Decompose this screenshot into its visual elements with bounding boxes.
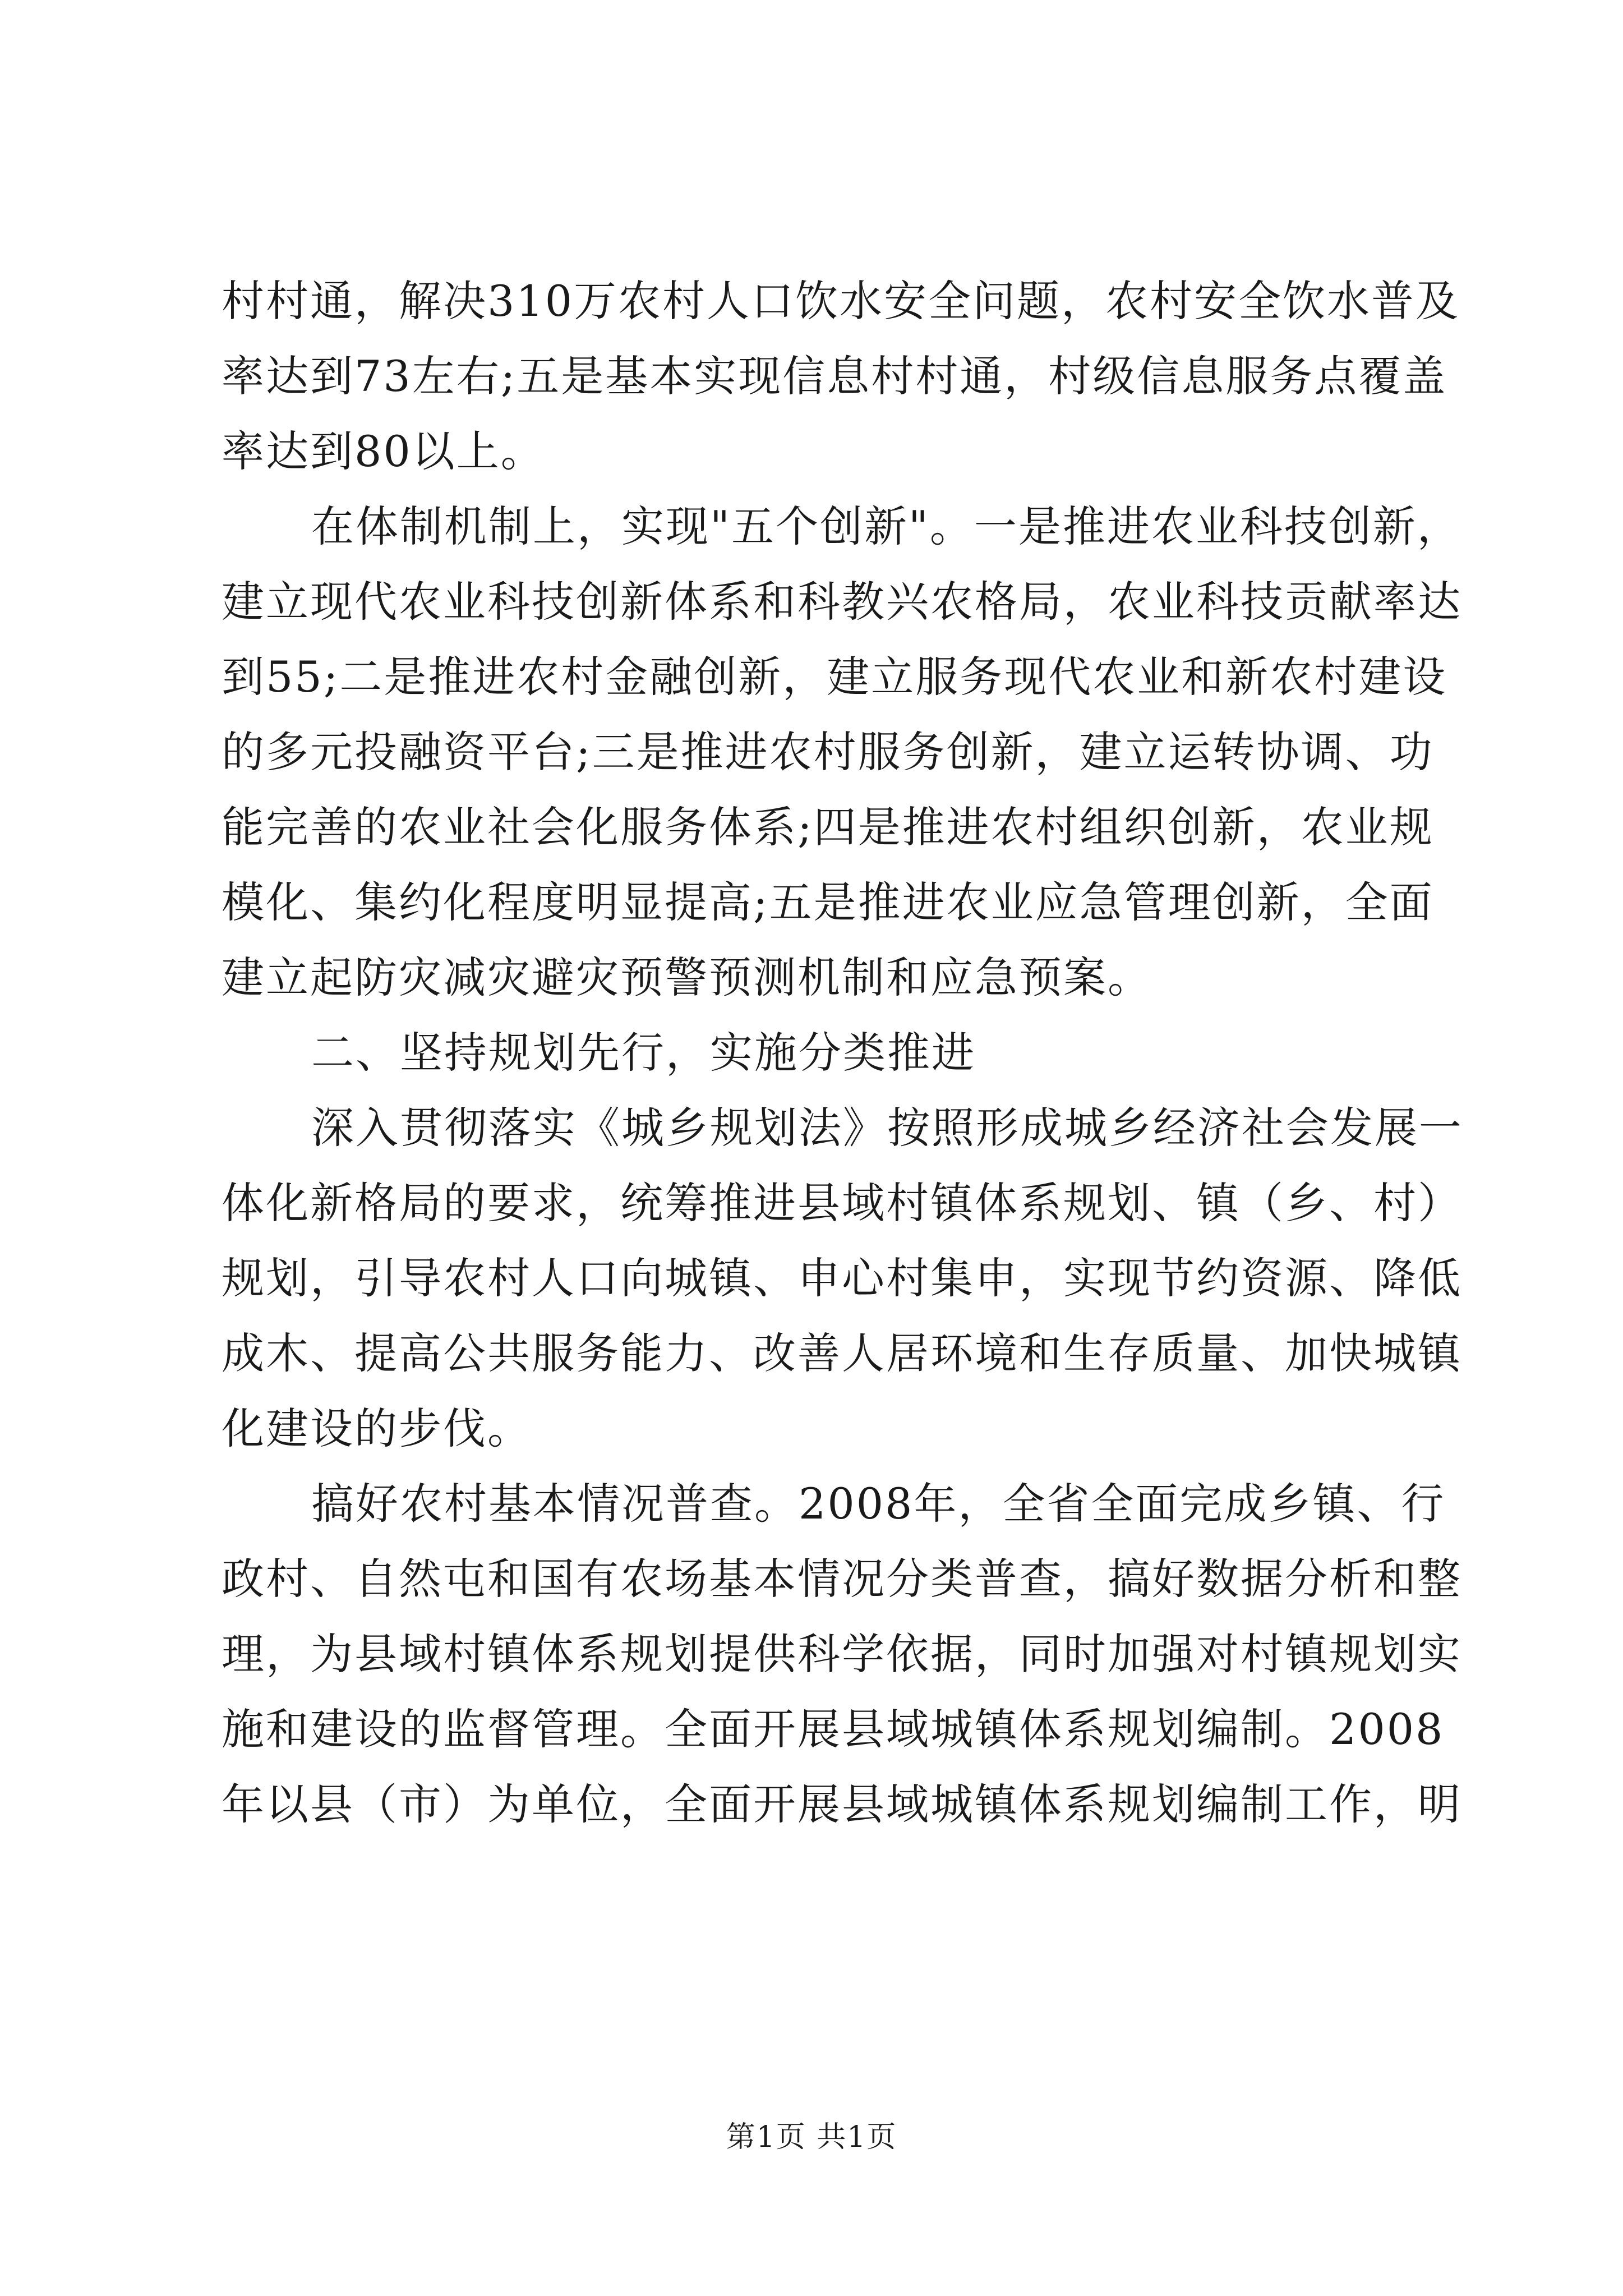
text-line: 建立现代农业科技创新体系和科教兴农格局，农业科技贡献率达 (222, 577, 1462, 627)
text-line: 成木、提高公共服务能力、改善人居环境和生存质量、加快城镇 (222, 1328, 1462, 1378)
text-line: 建立起防灾减灾避灾预警预测机制和应急预案。 (222, 953, 1152, 1002)
document-body (222, 264, 1463, 1842)
text-line: 村村通，解决310万农村人口饮水安全问题，农村安全饮水普及 (222, 276, 1460, 326)
text-line: 规划，引导农村人口向城镇、申心村集申，实现节约资源、降低 (222, 1253, 1462, 1303)
paragraph-start-line: 深入贯彻落实《城乡规划法》按照形成城乡经济社会发展一 (311, 1103, 1463, 1153)
paragraph-start-line: 在体制机制上，实现"五个创新"。一是推进农业科技创新， (311, 501, 1461, 551)
text-line: 政村、自然屯和国有农场基本情况分类普查，搞好数据分析和整 (222, 1554, 1462, 1604)
paragraph-start-line: 搞好农村基本情况普查。2008年，全省全面完成乡镇、行 (311, 1479, 1446, 1529)
text-line: 的多元投融资平台;三是推进农村服务创新，建立运转协调、功 (222, 727, 1434, 777)
section-heading: 二、坚持规划先行，实施分类推进 (311, 1028, 976, 1078)
text-line: 模化、集约化程度明显提高;五是推进农业应急管理创新，全面 (222, 877, 1434, 927)
text-line: 到55;二是推进农村金融创新，建立服务现代农业和新农村建设 (222, 652, 1447, 702)
text-line: 率达到73左右;五是基本实现信息村村通，村级信息服务点覆盖 (222, 351, 1447, 401)
text-line: 年以县（市）为单位，全面开展县域城镇体系规划编制工作，明 (222, 1779, 1462, 1829)
text-line: 率达到80以上。 (222, 426, 545, 476)
text-line: 化建设的步伐。 (222, 1404, 532, 1453)
text-line: 体化新格局的要求，统筹推进县域村镇体系规划、镇（乡、村） (222, 1178, 1462, 1228)
page-number-footer: 第1页 共1页 (726, 2120, 897, 2154)
text-line: 施和建设的监督管理。全面开展县域城镇体系规划编制。2008 (222, 1704, 1445, 1754)
text-line: 能完善的农业社会化服务体系;四是推进农村组织创新，农业规 (222, 802, 1434, 852)
text-line: 理，为县域村镇体系规划提供科学依据，同时加强对村镇规划实 (222, 1629, 1462, 1679)
